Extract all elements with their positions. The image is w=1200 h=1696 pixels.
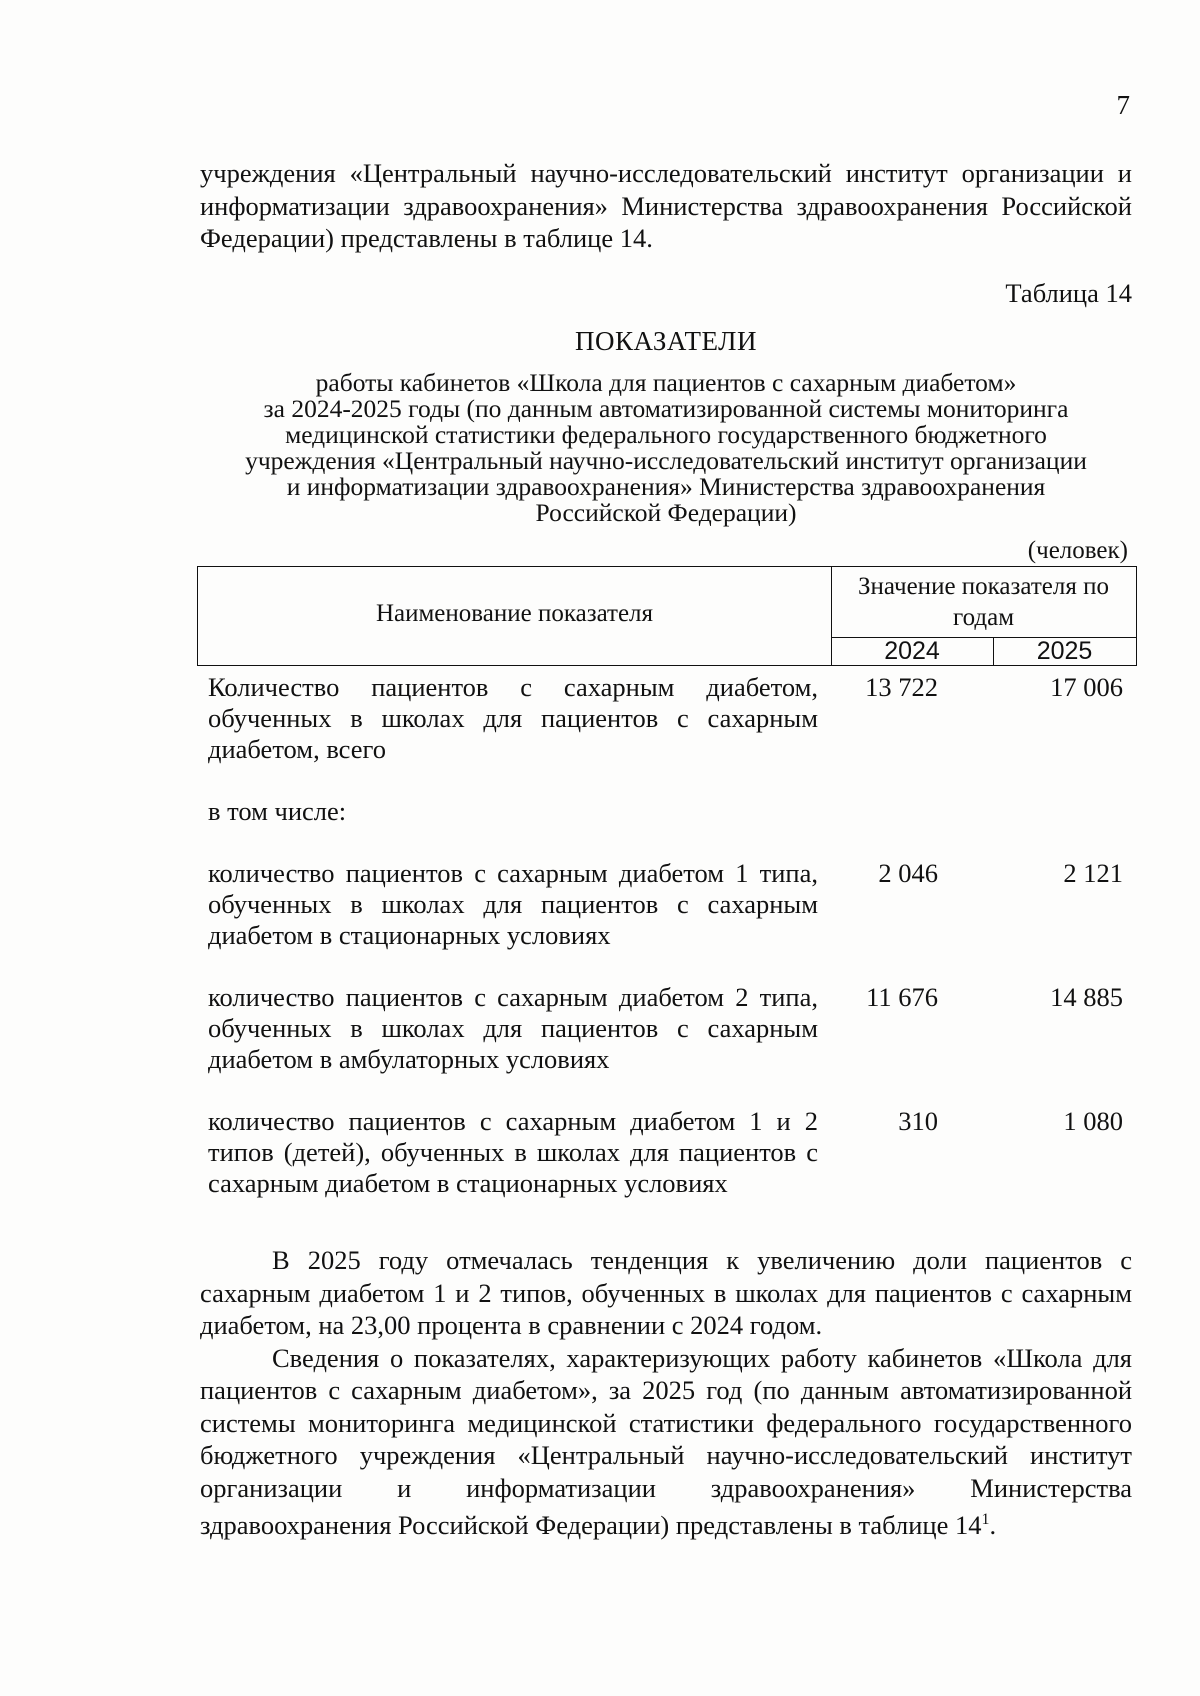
row-label: количество пациентов с сахарным диабетом 1 типа, обученных в школах для пациентов с сахарным диабетом в стационарных условиях <box>208 858 818 950</box>
header-year-2024: 2024 <box>884 637 940 665</box>
subtitle-line: учреждения «Центральный научно-исследовательский институт организации <box>245 446 1087 475</box>
row-value-2025: 14 885 <box>1050 982 1123 1012</box>
intro-paragraph <box>200 157 1132 255</box>
body-paragraph-text: Сведения о показателях, характеризующих работу кабинетов «Школа для пациентов с сахарным диабетом», за 2025 год (по данным автоматизированной системы мониторинга медицинской статистики федерального государственного бюджетного учреждения «Центральный научно-исследовательский институт организации и информатизации здравоохранения» Министерства здравоохранения Российской Федерации) представлены в таблице 14 <box>200 1342 1132 1540</box>
subtitle-line: Российской Федерации) <box>535 498 797 527</box>
page-number: 7 <box>1116 90 1130 120</box>
row-label: Количество пациентов с сахарным диабетом, обученных в школах для пациентов с сахарным диабетом, всего <box>208 672 818 764</box>
row-value-2024: 310 <box>898 1106 938 1136</box>
row-value-2025: 1 080 <box>1063 1106 1123 1136</box>
row-value-2024: 13 722 <box>865 672 938 702</box>
header-indicator-value: Значение показателя по годам <box>858 573 1109 631</box>
row-value-2025: 17 006 <box>1050 672 1123 702</box>
row-value-2024: 11 676 <box>866 982 938 1012</box>
row-label: количество пациентов с сахарным диабетом 1 и 2 типов (детей), обученных в школах для пациентов с сахарным диабетом в стационарных условиях <box>208 1106 818 1198</box>
table-number: Таблица 14 <box>1005 278 1132 308</box>
table-title: ПОКАЗАТЕЛИ <box>575 326 757 356</box>
body-paragraph: Сведения о показателях, характеризующих работу кабинетов «Школа для пациентов с сахарным диабетом», за 2025 год (по данным автоматизированной системы мониторинга медицинской статистики федерального государственного бюджетного учреждения «Центральный научно-исследовательский институт организации и информатизации здравоохранения» Министерства здравоохранения Российской Федерации) представлены в таблице $14^1$. <box>200 1342 1132 1540</box>
table-header <box>197 566 1137 666</box>
row-label: количество пациентов с сахарным диабетом 2 типа, обученных в школах для пациентов с сахарным диабетом в амбулаторных условиях <box>208 982 818 1074</box>
body-paragraph: В 2025 году отмечалась тенденция к увеличению доли пациентов с сахарным диабетом 1 и 2 типов, обученных в школах для пациентов с сахарным диабетом, на 23,00 процента в сравнении с 2024 годом. <box>200 1245 1132 1340</box>
body-paragraphs <box>200 1244 1132 1541</box>
table-units: (человек) <box>1027 537 1128 564</box>
row-value-2024: 2 046 <box>878 858 938 888</box>
subtitle-line: работы кабинетов «Школа для пациентов с сахарным диабетом» <box>315 368 1017 397</box>
header-indicator-name: Наименование показателя <box>375 600 654 627</box>
subtitle-line: медицинской статистики федерального государственного бюджетного <box>285 420 1047 449</box>
row-label: в том числе: <box>208 796 347 826</box>
intro-text: учреждения «Центральный научно-исследовательский институт организации и информатизации здравоохранения» Министерства здравоохранения Российской Федерации) представлены в таблице 14. <box>200 158 1132 253</box>
footnote-mark: 1 <box>981 1511 990 1528</box>
subtitle-line: за 2024-2025 годы (по данным автоматизированной системы мониторинга <box>263 394 1069 423</box>
header-year-2025: 2025 <box>1036 637 1093 665</box>
table-subtitle <box>160 370 1172 526</box>
row-value-2025: 2 121 <box>1063 858 1123 888</box>
subtitle-line: и информатизации здравоохранения» Министерства здравоохранения <box>286 472 1046 501</box>
